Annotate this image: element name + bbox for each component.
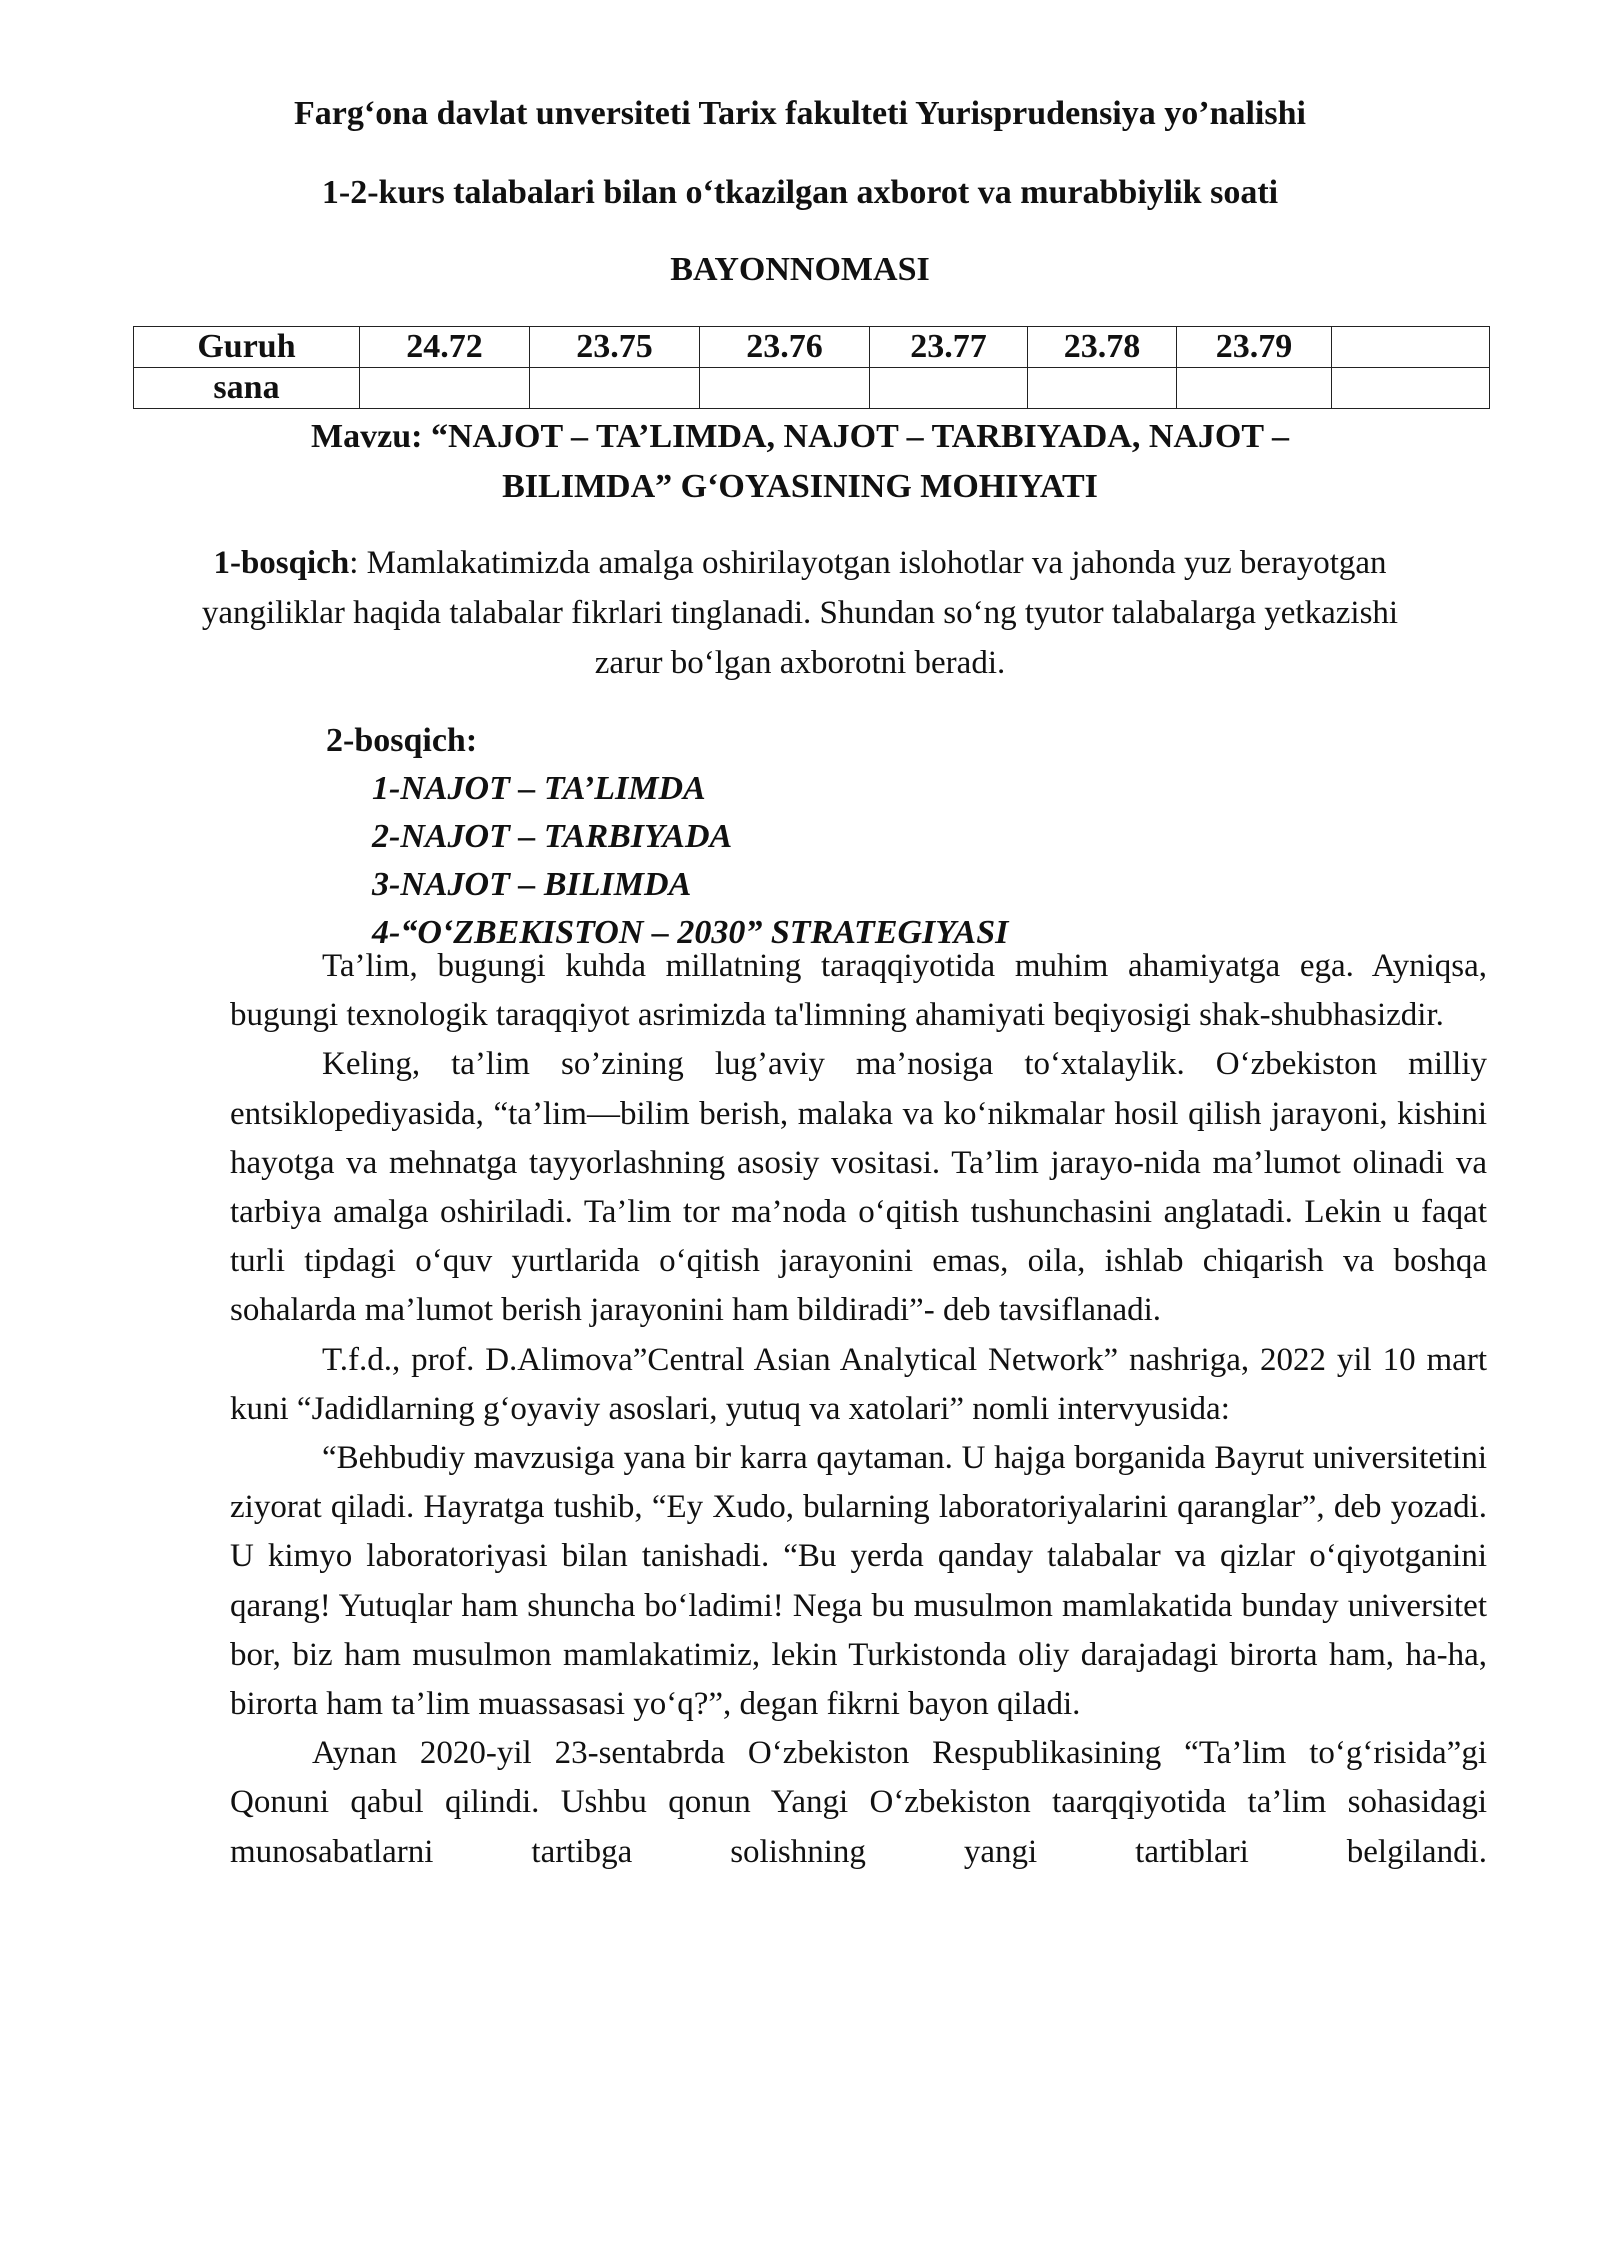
stage-2-block: [326, 717, 1008, 957]
body-paragraph: Keling, ta’lim so’zining lug’aviy ma’nosiga to‘xtalaylik. O‘zbekiston milliy entsiklopediyasida, “ta’lim—bilim berish, malaka va ko‘nikmalar hosil qilish jarayoni, kishini hayotga va mehnatga tayyorlashning asosiy vositasi. Ta’lim jarayo-nida ma’lumot olinadi va tarbiya amalga oshiriladi. Ta’lim tor ma’noda o‘qitish tushunchasini anglatadi. Lekin u faqat turli tipdagi o‘quv yurtlarida o‘qitish jarayonini emas, oila, ishlab chiqarish va boshqa sohalarda ma’lumot berish jarayonini ham bildiradi”- deb tavsiflanadi.: [230, 1046, 1487, 1329]
stage-1-label: 1-bosqich: [213, 545, 350, 581]
body-paragraph: Aynan 2020-yil 23-sentabrda O‘zbekiston Respublikasining “Ta’lim to‘g‘risida”gi Qonuni qabul qilindi. Ushbu qonun Yangi O‘zbekiston taarqqiyotida ta’lim sohasidagi munosabatlarni tartibga solishning yangi tartiblari belgilandi.: [230, 1735, 1487, 1870]
topic-line-1: Mavzu: “NAJOT – TA’LIMDA, NAJOT – TARBIYADA, NAJOT –: [311, 418, 1289, 455]
table-cell-group: 23.78: [1028, 327, 1177, 368]
table-row-dates: [134, 368, 1490, 409]
body-paragraph: Ta’lim, bugungi kuhda millatning taraqqiyotida muhim ahamiyatga ega. Ayniqsa, bugungi texnologik taraqqiyot asrimizda ta'limning ahamiyati beqiyosigi shak-shubhasizdir.: [230, 948, 1487, 1034]
table-cell-date: [530, 368, 700, 409]
group-date-table: [133, 326, 1490, 409]
table-cell-group: 23.77: [870, 327, 1028, 368]
table-cell-group: [1332, 327, 1490, 368]
stage-2-item: 2-NAJOT – TARBIYADA: [372, 818, 733, 855]
table-cell-date: [870, 368, 1028, 409]
table-row-groups: [134, 327, 1490, 368]
table-cell-label-guruh: Guruh: [134, 327, 360, 368]
table-cell-date: [360, 368, 530, 409]
stage-2-label: 2-bosqich:: [326, 722, 478, 759]
table-cell-date: [1332, 368, 1490, 409]
body-paragraph: “Behbudiy mavzusiga yana bir karra qaytaman. U hajga borganida Bayrut universitetini ziyorat qiladi. Hayratga tushib, “Ey Xudo, bularning laboratoriyalarini qaranglar”, deb yozadi. U kimyo laboratoriyasi bilan tanishadi. “Bu yerda qanday talabalar va qizlar o‘qiyotganini qarang! Yutuqlar ham shuncha bo‘ladimi! Nega bu musulmon mamlakatida bunday universitet bor, biz ham musulmon mamlakatimiz, lekin Turkistonda oliy darajadagi birorta ham, ha-ha, birorta ham ta’lim muassasasi yo‘q?”, degan fikrni bayon qiladi.: [230, 1440, 1487, 1723]
stage-2-item: 4-“O‘ZBEKISTON – 2030” STRATEGIYASI: [372, 914, 1009, 951]
table-cell-date: [1177, 368, 1332, 409]
table-cell-group: 23.79: [1177, 327, 1332, 368]
table-cell-date: [1028, 368, 1177, 409]
table-cell-group: 24.72: [360, 327, 530, 368]
header-subtitle-line: 1-2-kurs talabalari bilan o‘tkazilgan axborot va murabbiylik soati: [321, 174, 1279, 211]
table-cell-group: 23.75: [530, 327, 700, 368]
topic-line-2: BILIMDA” G‘OYASINING MOHIYATI: [502, 468, 1098, 505]
header-university-line: Farg‘ona davlat unversiteti Tarix fakulteti Yurisprudensiya yo’nalishi: [294, 95, 1306, 132]
table-cell-group: 23.76: [700, 327, 870, 368]
stage-1-text: : Mamlakatimizda amalga oshirilayotgan islohotlar va jahonda yuz berayotgan yangiliklar haqida talabalar fikrlari tinglanadi. Shundan so‘ng tyutor talabalarga yetkazishi zarur bo‘lgan axborotni beradi.: [201, 545, 1399, 681]
table-cell-label-sana: sana: [134, 368, 360, 409]
body-paragraph: T.f.d., prof. D.Alimova”Central Asian Analytical Network” nashriga, 2022 yil 10 mart kuni “Jadidlarning g‘oyaviy asoslari, yutuq va xatolari” nomli intervyusida:: [230, 1341, 1487, 1427]
table-cell-date: [700, 368, 870, 409]
topic-heading: [200, 412, 1400, 512]
header-title: BAYONNOMASI: [670, 251, 930, 288]
stage-1-paragraph: [200, 538, 1400, 688]
stage-2-item: 3-NAJOT – BILIMDA: [372, 866, 692, 903]
body-text: [230, 942, 1487, 1877]
stage-2-item: 1-NAJOT – TA’LIMDA: [372, 770, 706, 807]
